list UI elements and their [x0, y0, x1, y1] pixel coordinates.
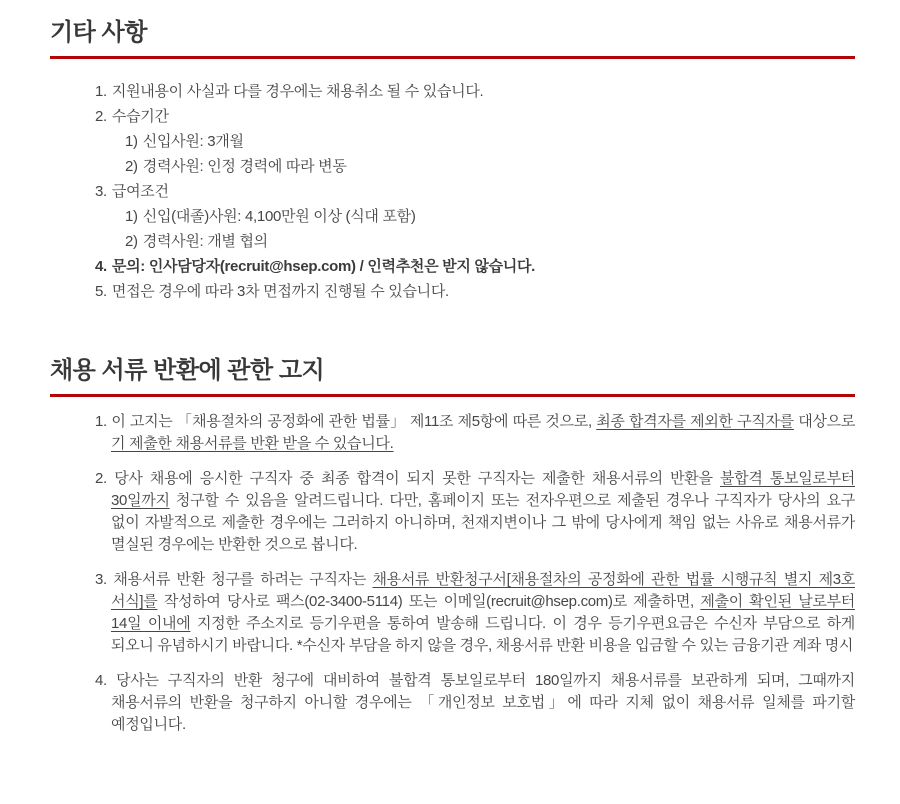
list-item-text: 문의: 인사담당자(recruit@hsep.com) / 인력추천은 받지 않습니다.: [111, 258, 536, 275]
list-item: [95, 79, 855, 104]
list-item: [125, 229, 855, 254]
return-notice-title: 채용 서류 반환에 관한 고지: [50, 357, 325, 384]
underlined-text: 제출이 확인된 날로부터 14일 이내에: [111, 593, 856, 632]
paragraph-number: 2.: [95, 470, 115, 487]
underlined-text: 불합격 통보일로부터 30일까지: [111, 470, 855, 509]
paragraph-text: 이 고지는 「채용절차의 공정화에 관한 법률」 제11조 제5항에 따른 것으로,: [111, 413, 597, 430]
paragraph-text: 당사는 구직자의 반환 청구에 대비하여 불합격 통보일로부터 180일까지 채용서류를 보관하게 되며, 그때까지 채용서류의 반환을 청구하지 아니할 경우에는 「개인정보 보호법」에 따라 지체 없이 채용서류 일체를 파기할 예정입니다.: [111, 672, 855, 733]
list-item-text: 면접은 경우에 따라 3차 면접까지 진행될 수 있습니다.: [111, 283, 449, 300]
list-item-text: 지원내용이 사실과 다를 경우에는 채용취소 될 수 있습니다.: [111, 83, 484, 100]
underlined-text: 채용서류 반환청구서[채용절차의 공정화에 관한 법률 시행규칙 별지 제3호 서식]를: [111, 571, 855, 610]
paragraph-text: 채용서류 반환 청구를 하려는 구직자는: [113, 571, 373, 588]
list-item-number: 3.: [95, 183, 107, 200]
paragraph-number: 4.: [95, 672, 117, 689]
list-item-number: 2): [125, 233, 138, 250]
list-item-text: 경력사원: 개별 협의: [142, 233, 268, 250]
list-item-number: 2.: [95, 108, 107, 125]
paragraph-text: 작성하여 당사로 팩스(02-3400-5114) 또는 이메일(recruit@hsep.com)로 제출하면,: [157, 593, 701, 610]
notice-paragraph: [95, 411, 855, 455]
paragraph-text: 대상으로: [793, 413, 856, 430]
list-item-number: 4.: [95, 258, 107, 275]
list-item-number: 1.: [95, 83, 107, 100]
paragraph-text: 청구할 수 있음을 알려드립니다. 다만, 홈페이지 또는 전자우편으로 제출된 경우나 구직자가 당사의 요구 없이 자발적으로 제출한 경우에는 그러하지 아니하며, 천재지변이나 그 밖에 당사에게 책임 없는 사유로 채용서류가 멸실된 경우에는 반환한 것으로 봅니다.: [111, 492, 855, 553]
list-item-number: 1): [125, 208, 138, 225]
section-other-notes: [50, 18, 855, 304]
list-item: [95, 254, 855, 279]
list-item-text: 신입(대졸)사원: 4,100만원 이상 (식대 포함): [142, 208, 416, 225]
notice-paragraph: [95, 670, 855, 736]
list-item-number: 1): [125, 133, 138, 150]
underlined-text: 기 제출한 채용서류를 반환 받을 수 있습니다.: [111, 435, 394, 452]
underlined-text: 최종 합격자를 제외한 구직자를: [596, 413, 794, 430]
list-item-number: 2): [125, 158, 138, 175]
list-item-text: 급여조건: [111, 183, 169, 200]
title-underline-rule: [50, 56, 855, 59]
title-underline-rule: [50, 394, 855, 397]
list-item: [95, 104, 855, 129]
paragraph-number: 1.: [95, 413, 112, 430]
paragraph-text: 지정한 주소지로 등기우편을 통하여 발송해 드립니다. 이 경우 등기우편요금은 수신자 부담으로 하게 되오니 유념하시기 바랍니다. *수신자 부담을 하지 않을 경우, 채용서류 반환 비용을 입금할 수 있는 금융기관 계좌 명시: [111, 615, 855, 654]
list-item-text: 경력사원: 인정 경력에 따라 변동: [142, 158, 347, 175]
list-item-number: 5.: [95, 283, 107, 300]
list-item: [95, 279, 855, 304]
list-item-text: 신입사원: 3개월: [142, 133, 244, 150]
list-item: [125, 154, 855, 179]
notice-paragraph: [95, 468, 855, 556]
return-notice-paragraphs: [95, 411, 855, 736]
paragraph-text: 당사 채용에 응시한 구직자 중 최종 합격이 되지 못한 구직자는 제출한 채용서류의 반환을: [114, 470, 720, 487]
paragraph-number: 3.: [95, 571, 114, 588]
list-item: [125, 204, 855, 229]
list-item: [125, 129, 855, 154]
list-item: [95, 179, 855, 204]
other-notes-list: [95, 79, 855, 304]
section-return-notice: [50, 356, 855, 736]
notice-paragraph: [95, 569, 855, 657]
other-notes-title: 기타 사항: [50, 19, 147, 46]
list-item-text: 수습기간: [111, 108, 169, 125]
